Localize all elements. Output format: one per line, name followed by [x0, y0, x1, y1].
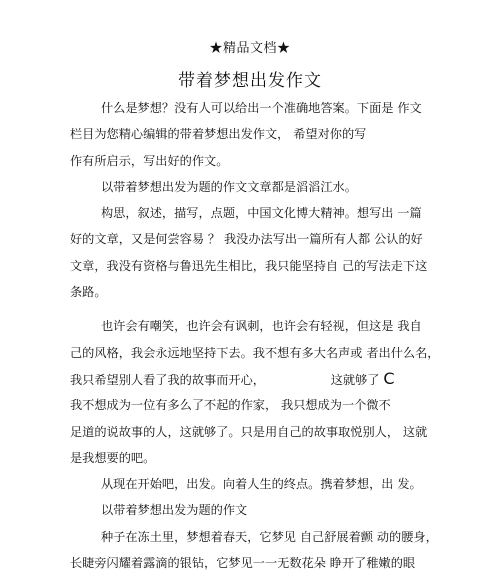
text-line: 足道的说故事的人，这就够了。只是用自己的故事取悦别人， 这就: [70, 424, 428, 439]
text-line: 我不想成为一位有多么了不起的作家， 我只想成为一个微不: [70, 398, 391, 413]
text-fragment: 这就够了: [330, 372, 380, 387]
header-mark: ★精品文档★: [209, 41, 291, 56]
document-body: [70, 95, 440, 576]
text-line: 什么是梦想？没有人可以给出一个准确地答案。下面是 作文: [101, 101, 422, 115]
text-line: 是我想要的吧。: [70, 450, 156, 465]
text-line: 以带着梦想出发为题的作文: [101, 503, 248, 518]
paragraph-gap: [70, 305, 432, 313]
letter-c: C: [383, 368, 395, 388]
text-line: 己的风格，我会永远地坚持下去。我不想有多大名声或 者出什么名，: [70, 345, 440, 360]
text-line: 文章，我没有资格与鲁迅先生相比，我只能坚持自 己的写法走下这: [70, 258, 428, 273]
text-line: 作有所启示，写出好的作文。: [70, 153, 229, 168]
text-line: 以带着梦想出发为题的作文文章都是滔滔江水。: [101, 179, 357, 194]
text-line: 栏目为您精心编辑的带着梦想出发作文， 希望对你的写: [70, 127, 367, 142]
text-fragment: 我只希望别人看了我的故事而开心，: [70, 372, 265, 387]
text-line: [70, 366, 432, 392]
text-line: 也许会有嘲笑，也许会有讽刺，也许会有轻视，但这是 我自: [101, 319, 422, 334]
text-line: 从现在开始吧，出发。向着人生的终点。携着梦想，出 发。: [101, 477, 422, 492]
text-line: 构思，叙述，描写，点题，中国文化博大精神。想写出 一篇: [101, 206, 422, 221]
text-line: 条路。: [70, 285, 107, 300]
text-line: 种子在冻土里，梦想着春天，它梦见 自己舒展着颤 动的腰身，: [101, 529, 438, 544]
document-title: 带着梦想出发作文: [178, 71, 322, 91]
text-line: 长睫旁闪耀着露滴的银钻，它梦见一一无数花朵 睁开了稚嫩的眼: [70, 556, 416, 571]
text-line: 好的文章，又是何尝容易 ？ 我没办法写出一篇所有人都 公认的好: [70, 232, 423, 247]
